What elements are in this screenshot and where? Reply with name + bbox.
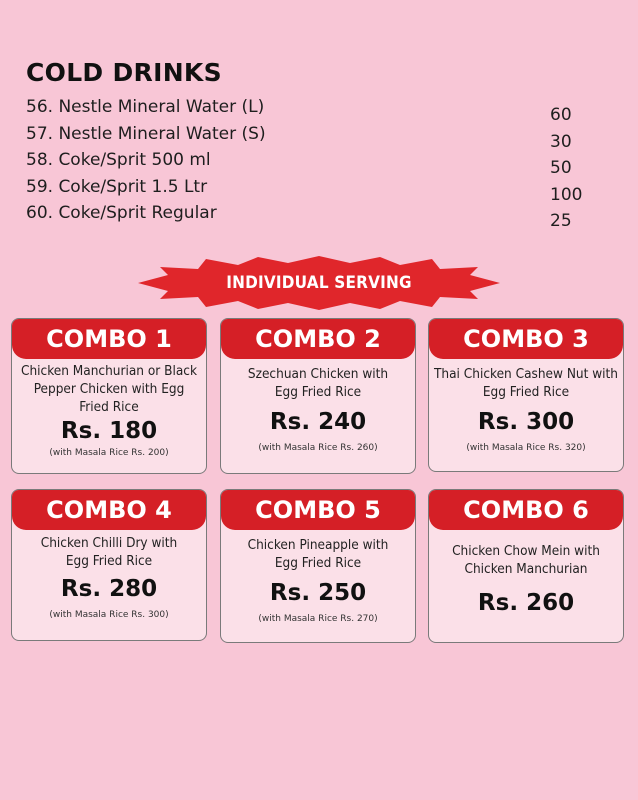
combo-title: COMBO 3	[429, 319, 623, 359]
combo-card-5	[220, 489, 416, 643]
combo-card-2	[220, 318, 416, 474]
drink-price: 25	[550, 211, 572, 231]
combo-note: (with Masala Rice Rs. 300)	[49, 610, 169, 620]
combo-title: COMBO 1	[12, 319, 206, 359]
drink-item	[26, 124, 606, 151]
combo-price: Rs. 260	[477, 590, 575, 616]
combo-note: (with Masala Rice Rs. 320)	[466, 443, 586, 453]
combo-title: COMBO 2	[221, 319, 415, 359]
drink-item	[26, 97, 606, 124]
combo-price: Rs. 280	[60, 576, 158, 602]
drink-name: 60. Coke/Sprit Regular	[26, 203, 217, 223]
combo-card-1	[11, 318, 207, 474]
combo-description: Chicken Pineapple with Egg Fried Rice	[247, 537, 389, 571]
drink-price: 60	[550, 105, 572, 125]
individual-serving-banner	[138, 255, 500, 311]
combo-description: Chicken Chilli Dry with Egg Fried Rice	[40, 535, 178, 569]
drink-item	[26, 150, 606, 177]
combo-description: Thai Chicken Cashew Nut with Egg Fried Rice	[434, 366, 618, 400]
combo-note: (with Masala Rice Rs. 260)	[258, 443, 378, 453]
drink-item	[26, 177, 606, 204]
combo-price: Rs. 300	[477, 409, 575, 435]
drink-name: 57. Nestle Mineral Water (S)	[26, 123, 266, 144]
banner-text: INDIVIDUAL SERVING	[226, 273, 412, 293]
drink-name: 58. Coke/Sprit 500 ml	[26, 150, 211, 170]
drink-name: 56. Nestle Mineral Water (L)	[26, 97, 265, 117]
combo-card-3	[428, 318, 624, 472]
combo-title: COMBO 4	[12, 490, 206, 530]
combo-price: Rs. 240	[269, 409, 367, 435]
combo-note: (with Masala Rice Rs. 270)	[258, 614, 378, 624]
combo-price: Rs. 250	[269, 580, 367, 606]
combo-title: COMBO 6	[429, 490, 623, 530]
drink-name: 59. Coke/Sprit 1.5 Ltr	[26, 176, 208, 197]
drink-item	[26, 203, 606, 230]
section-title-cold-drinks: COLD DRINKS	[26, 58, 222, 87]
drink-price: 100	[550, 184, 583, 205]
combo-card-4	[11, 489, 207, 641]
combo-price: Rs. 180	[60, 418, 158, 444]
cold-drinks-list	[26, 97, 606, 230]
combo-description: Szechuan Chicken with Egg Fried Rice	[247, 366, 389, 400]
drink-price: 30	[550, 131, 572, 152]
drink-price: 50	[550, 158, 572, 178]
combo-card-6	[428, 489, 624, 643]
combo-description: Chicken Manchurian or Black Pepper Chicken with Egg Fried Rice	[20, 363, 197, 415]
combo-title: COMBO 5	[221, 490, 415, 530]
combo-description: Chicken Chow Mein with Chicken Manchurian	[452, 543, 600, 577]
combo-note: (with Masala Rice Rs. 200)	[49, 448, 169, 458]
